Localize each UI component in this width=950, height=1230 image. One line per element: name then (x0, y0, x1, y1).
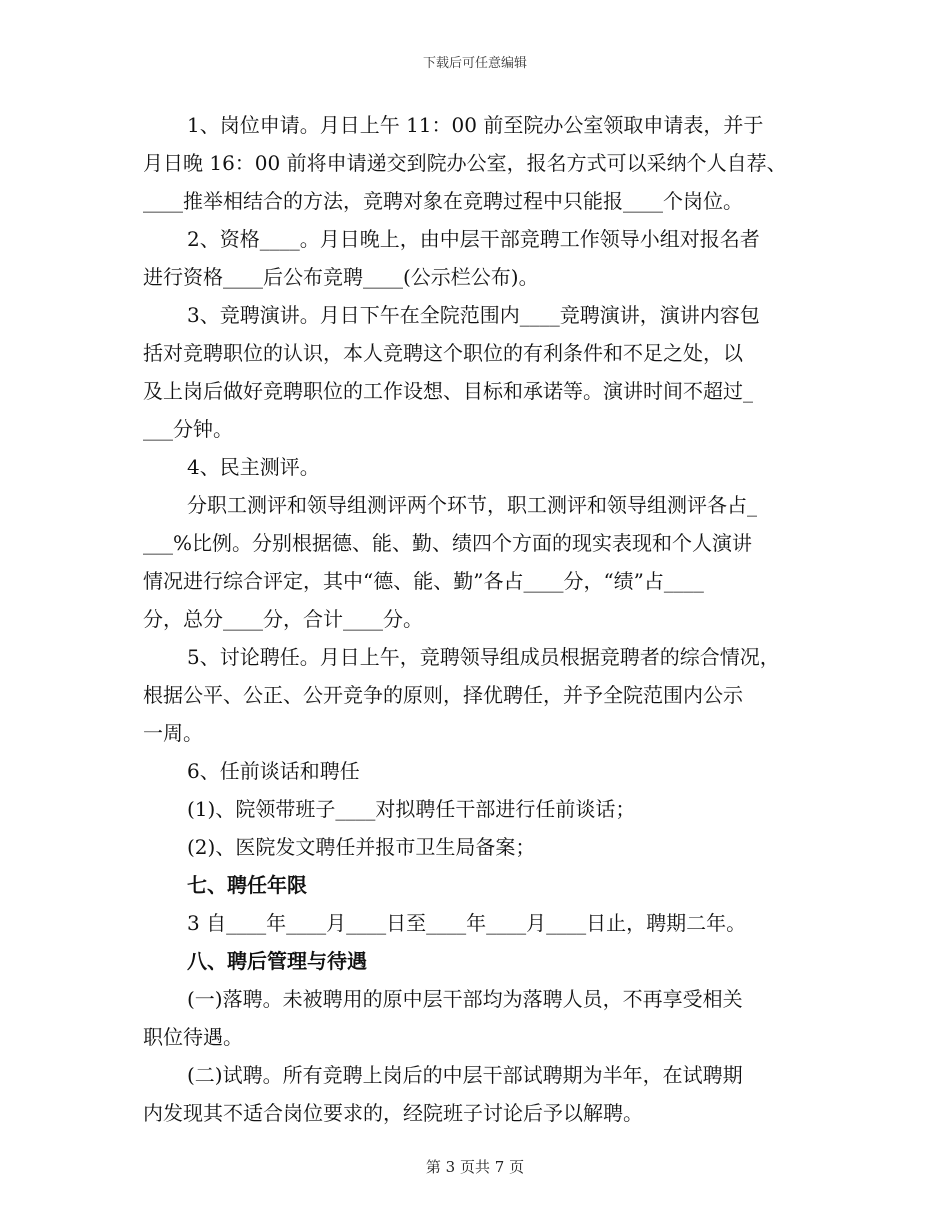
text-line: (一)落聘。未被聘用的原中层干部均为落聘人员，不再享受相关 (187, 987, 743, 1011)
text-line: (2)、医院发文聘任并报市卫生局备案； (187, 835, 536, 859)
page-header: 下载后可任意编辑 (422, 56, 527, 71)
text-line: (1)、院领带班子____对拟聘任干部进行任前谈话； (187, 797, 636, 821)
page-footer: 第 3 页共 7 页 (425, 1158, 525, 1176)
text-line: 及上岗后做好竞聘职位的工作设想、目标和承诺等。演讲时间不超过_ (143, 379, 753, 403)
text-line: 情况进行综合评定，其中“德、能、勤”各占____分，“绩”占____ (143, 569, 704, 593)
text-line: (二)试聘。所有竞聘上岗后的中层干部试聘期为半年，在试聘期 (187, 1063, 743, 1087)
text-line: 内发现其不适合岗位要求的，经院班子讨论后予以解聘。 (143, 1101, 643, 1125)
text-line: 分职工测评和领导组测评两个环节，职工测评和领导组测评各占_ (187, 493, 757, 517)
text-line: 进行资格____后公布竞聘____(公示栏公布)。 (143, 265, 539, 289)
text-line: 分，总分____分，合计____分。 (143, 607, 423, 631)
text-line: ___%比例。分别根据德、能、勤、绩四个方面的现实表现和个人演讲 (143, 531, 753, 555)
text-line: 6、任前谈话和聘任 (187, 759, 360, 783)
text-line: 月日晚 16：00 前将申请递交到院办公室，报名方式可以采纳个人自荐、 (143, 151, 787, 175)
text-line: 5、讨论聘任。月日上午，竞聘领导组成员根据竞聘者的综合情况， (187, 645, 780, 669)
text-line: ___分钟。 (143, 417, 233, 441)
text-line: 根据公平、公正、公开竞争的原则，择优聘任，并予全院范围内公示 (143, 683, 743, 707)
text-line: 3 自____年____月____日至____年____月____日止，聘期二年。 (187, 911, 747, 935)
section-heading: 七、聘任年限 (187, 873, 307, 897)
text-line: 3、竞聘演讲。月日下午在全院范围内____竞聘演讲，演讲内容包 (187, 303, 760, 327)
section-heading: 八、聘后管理与待遇 (187, 949, 367, 973)
text-line: ____推举相结合的方法，竞聘对象在竞聘过程中只能报____个岗位。 (143, 189, 743, 213)
text-line: 2、资格____。月日晚上，由中层干部竞聘工作领导小组对报名者 (187, 227, 760, 251)
document-body (143, 106, 833, 1132)
text-line: 1、岗位申请。月日上午 11：00 前至院办公室领取申请表，并于 (187, 113, 764, 137)
text-line: 4、民主测评。 (187, 455, 320, 479)
text-line: 一周。 (143, 721, 203, 745)
text-line: 职位待遇。 (143, 1025, 243, 1049)
text-line: 括对竞聘职位的认识，本人竞聘这个职位的有利条件和不足之处，以 (143, 341, 743, 365)
